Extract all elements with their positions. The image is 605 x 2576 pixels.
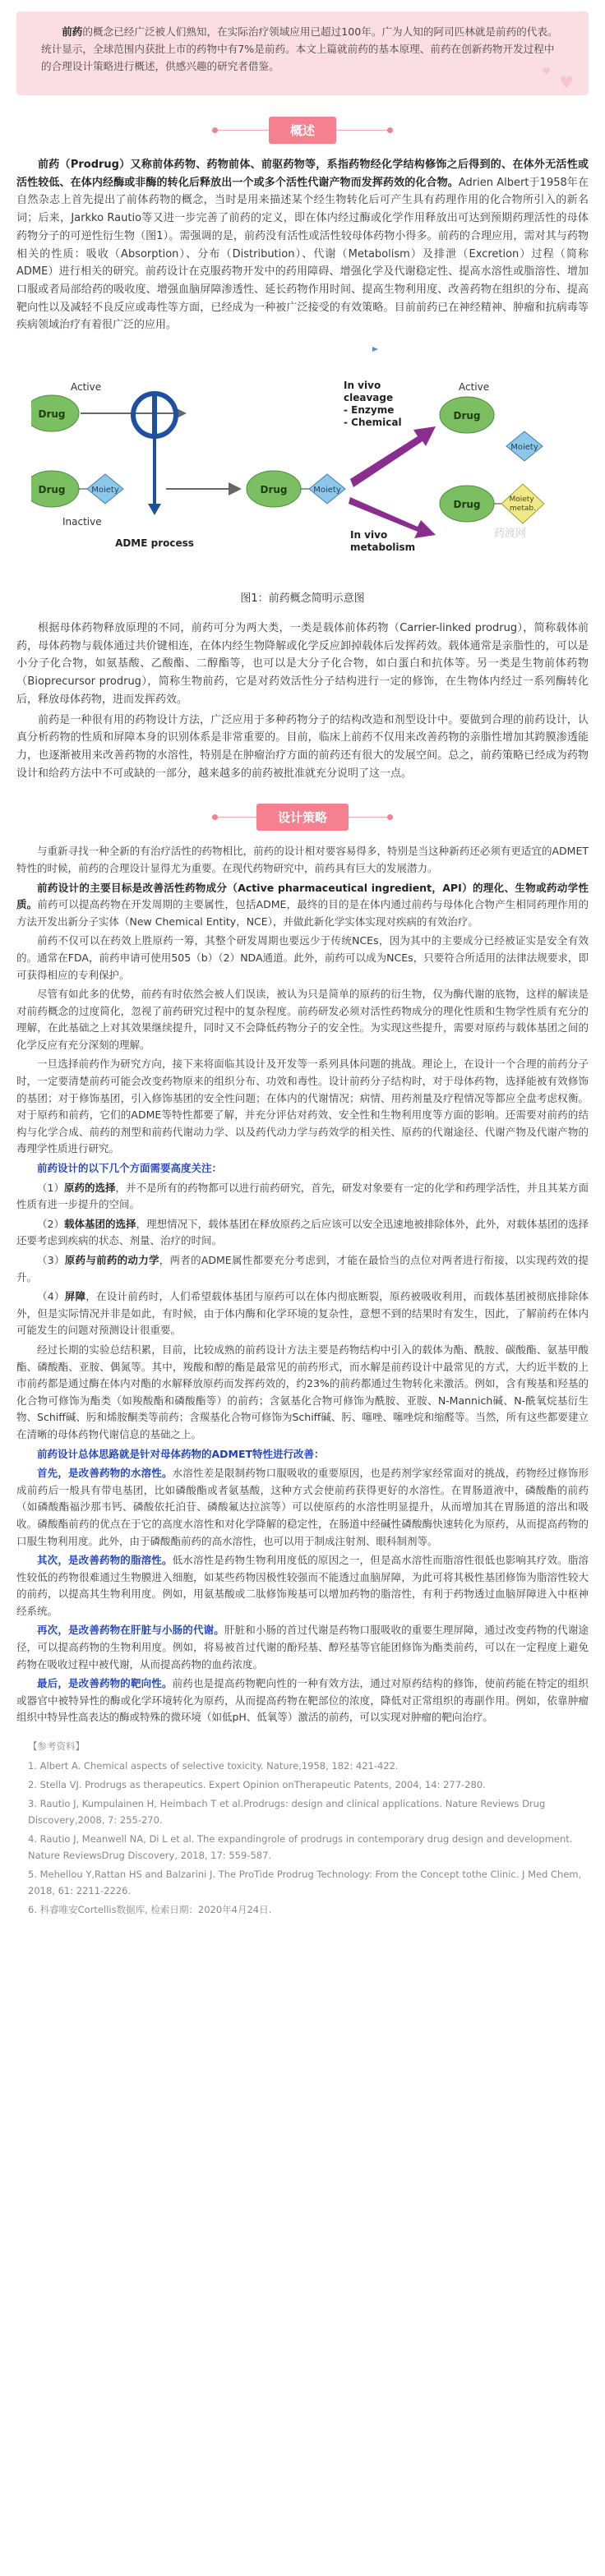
prodrug-diagram: [31, 339, 574, 586]
reference-item: 2. Stella VJ. Prodrugs as therapeutics. Expert Opinion onTherapeutic Patents, 2004, 14: 277-280.: [28, 1779, 486, 1791]
reference-item: 5. Mehellou Y,Rattan HS and Balzarini J. The ProTide Prodrug Technology: From the Concept tothe Clinic. J Med Chem, 2018, 61: 2211-2226.: [28, 1869, 582, 1897]
label-in-vivo-cleavage: In vivo cleavage - Enzyme - Chemical: [344, 380, 402, 429]
design-solubility: 首先，是改善药物的水溶性。水溶性差是限制药物口服吸收的重要原因，也是药剂学家经常面对的挑战，药物经过修饰形成前药后一般具有带电基团，比如磷酸酯或者氨基酸，这种方式会使前药获得更好的水溶性。在胃肠道液中，磷酸酯的前药（如磷酸酯福沙那韦钙、磷酸依托泊苷、磷酸氟达拉滨等）可以使原药的水溶性明显提升，从而增加其在胃肠道的溶出和吸收。磷酸酯前药的优点在于它的高度水溶性和对化学降解的稳定性，在肠道中经碱性磷酸酶快速转化为原药，从而提高药物的口服生物利用度。此外，由于磷酸酯前药的高水溶性，也可以用于制成注射剂、眼科制剂等。: [16, 1467, 589, 1547]
label-active-right: Active: [459, 381, 490, 394]
heart-icon-small: ♥: [542, 66, 551, 77]
reference-item: 1. Albert A. Chemical aspects of selective toxicity. Nature,1958, 182: 421-422.: [28, 1760, 399, 1772]
watermark-text: 药渡网: [493, 528, 526, 541]
design-metabolism: 再次，是改善药物在肝脏与小肠的代谢。肝脏和小肠的首过代谢是药物口服吸收的重要生理屏障，通过改变药物的代谢途径，可以提高药物的生物利用度。例如，将易被首过代谢的酚羟基、醇羟基等官能团修饰为酯类前药，可以在一定程度上避免药物在吸收过程中被代谢，从而提高药物的血药浓度。: [16, 1624, 589, 1670]
label-adme: ADME process: [115, 537, 194, 550]
title-dot-left: [212, 814, 218, 820]
overview-paragraph-1: 前药（Prodrug）又称前体药物、药物前体、前驱药物等，系指药物经化学结构修饰之后得到的、在体外无活性或活性较低、在体内经酶或非酶的转化后释放出一个或多个活性代谢产物而发挥药效的化合物。Adrien Albert于1958年在自然杂志上首先提出了前体药物的概念，当时是用来描述某个经生物转化后可产生具有药理作用的化合物所引入的新名词；后来，Jarkko Rautio等又进一步完善了前药的定义，即在体内经过酶或化学作用释放出可达到预期药理活性的母体药物分子的可逆性衍生物（图1）。需强调的是，前药没有活性或活性较母体药物小得多。前药的合理应用，需对其与药物相关的性质：吸收（Absorption）、分布（Distribution）、代谢（Metabolism）及排泄（Excretion）过程（简称ADME）进行相关的研究。前药设计在克服药物开发中的药用障碍、增强化学及代谢稳定性、提高水溶性或脂溶性、增加口服或者局部给药的吸收度、增强血脑屏障渗透性、延长药物作用时间、提高生物利用度、改善药物在组织的分布、提高靶向性以及减轻不良反应或毒性等方面，已经成为一种被广泛接受的有效策略。目前前药已在神经精神、肿瘤和抗病毒等疾病领域治疗有着很广泛的应用。: [16, 159, 589, 332]
label-moiety-metab: Moiety metab.: [509, 495, 536, 514]
title-dot-right: [387, 127, 393, 133]
design-title: 设计策略: [256, 804, 349, 831]
design-paragraph-5: 一旦选择前药作为研究方向，接下来将面临其设计及开发等一系列具体问题的挑战。理论上，在设计一个合理的前药分子时，一定要清楚前药可能会改变药物原来的组织分布、功效和毒性。设计前药分子结构时，对于母体药物，选择能被有效修饰的基团；对于修饰基团，引入修饰基团的安全性问题；在体内的代谢情况；病情、用药剂量及疗程情况等都应全盘考虑权衡。对于原药和前药，它们的ADME等特性都要了解，并充分评估对药效、安全性和生物利用度等方面的影响。还需要对前药的结构与化学合成、前药的剂型和前药代谢动力学、以及药代动力学与药效学的相关性、原药的代谢途径、代谢产物及代谢产物的毒理学性质进行研究。: [16, 1058, 589, 1155]
design-point-1: （1）原药的选择，并不是所有的药物都可以进行前药研究，首先，研发对象要有一定的化学和药理学活性，并且其某方面性质有进一步提升的空间。: [16, 1181, 589, 1211]
label-drug-prodrug: Drug: [38, 484, 66, 496]
label-moiety-middle: Moiety: [313, 486, 341, 495]
reference-item: 3. Rautio J, Kumpulainen H, Heimbach T et al.Prodrugs: design and clinical applications. Nature Reviews Drug Discovery,2008, 7: 255-270.: [28, 1798, 546, 1827]
design-paragraph-4: 尽管有如此多的优势，前药有时依然会被人们误读，被认为只是简单的原药的衍生物，仅为酶代谢的底物，这样的解读是对前药概念的过度简化，忽视了前药研究过程中的复杂程度。前药研发必须对活性药物成分的理化性质和生物学性质有充分的理解，在此基础之上对其效果继续提升，同时又不会降低药物分子的安全性。为实现这些提升，需要对原药与载体基团之间的化学反应有充分深刻的理解。: [16, 988, 589, 1051]
reference-item: 4. Rautio J, Meanwell NA, Di L et al. The expandingrole of prodrugs in contemporary drug design and development. Nature ReviewsDrug Discovery, 2018, 17: 559-587.: [28, 1833, 573, 1862]
design-point-4: （4）屏障，在设计前药时，人们希望载体基团与原药可以在体内彻底断裂，原药被吸收利用，而载体基团被彻底排除体外，但是实际情况并非是如此，有时候，由于体内酶和化学环境的复杂性，意想不到的结果时有发生，因此，了解前药在体内可能发生的问题对预测设计很重要。: [16, 1290, 589, 1337]
section-title-design: [16, 804, 589, 832]
design-point-2: （2）载体基团的选择，理想情况下，载体基团在释放原药之后应该可以安全迅速地被排除体外，此外，对载体基团的选择还要考虑到疾病的状态、剂量、治疗的时间。: [16, 1217, 589, 1247]
overview-paragraph-3: 前药是一种很有用的药物设计方法，广泛应用于多种药物分子的结构改造和剂型设计中。要做到合理的前药设计，认真分析药物的性质和屏障本身的识别体系是非常重要的。目前，临床上前药不仅用来改善药物的亲脂性增加其跨膜渗透能力，也逐渐被用来改善药物的水溶性，特别是在肿瘤治疗方面的前药还有很大的发展空间。总之，前药策略已经成为药物设计和给药方法中不可或缺的一部分，越来越多的前药被批准就充分说明了这一点。: [16, 713, 589, 780]
label-moiety-left: Moiety: [91, 486, 119, 495]
title-dot-right: [387, 814, 393, 820]
references-title: 【参考资料】: [28, 1740, 85, 1753]
heart-icon: ♥: [559, 72, 574, 92]
intro-box: [16, 12, 589, 95]
design-paragraph-1: 与重新寻找一种全新的有治疗活性的药物相比，前药的设计相对要容易得多，特别是当这种新药还必须有更适宜的ADMET特性的时候，前药的合理设计显得尤为重要。在现代药物研究中，前药具有巨大的发展潜力。: [16, 845, 589, 874]
intro-paragraph: 前药的概念已经广泛被人们熟知，在实际治疗领域应用已超过100年。广为人知的阿司匹林就是前药的代表。统计显示，全球范围内获批上市的药物中有7%是前药。本文上篇就前药的基本原理、前药在创新药物开发过程中的合理设计策略进行概述，供感兴趣的研究者借鉴。: [41, 25, 558, 72]
figure-caption: 图1：前药概念简明示意图: [240, 592, 365, 606]
title-dot-left: [212, 127, 218, 133]
label-in-vivo-metabolism: In vivo metabolism: [350, 529, 416, 554]
section-title-overview: [16, 117, 589, 145]
purple-arrow-up: [350, 426, 436, 487]
moiety-metab-diamond: [501, 484, 544, 523]
label-active-left: Active: [71, 381, 102, 394]
design-targeting: 最后，是改善药物的靶向性。前药也是提高药物靶向性的一种有效方法，通过对原药结构的修饰，使前药能在特定的组织或器官中被特异性的酶或化学环境转化为原药，从而提高药物在靶部位的浓度，降低对正常组织的毒副作用。例如，依靠肿瘤组织中特异性高表达的酶或特殊的微环境（如低pH、低氧等）激活的前药，可以实现对肿瘤的靶向治疗。: [16, 1677, 589, 1724]
label-drug-right-top: Drug: [453, 410, 481, 422]
design-lipophilicity: 其次，是改善药物的脂溶性。低水溶性是药物生物利用度低的原因之一，但是高水溶性而脂溶性很低也影响其疗效。脂溶性较低的药物很难通过生物膜进入细胞，如某些药物因极性较强而不能透过血脑屏障，为此可将其极性基团修饰为脂溶性较大的前药，以提高其生物利用度。例如，用氨基酸或二肽修饰羧基可以增加药物的脂溶性，有利于药物透过血脑屏障进入中枢神经系统。: [16, 1554, 589, 1617]
label-drug-middle: Drug: [260, 484, 288, 496]
reference-item: 6. 科睿唯安Cortellis数据库, 检索日期：2020年4月24日.: [28, 1904, 272, 1916]
overview-paragraph-2: 根据母体药物释放原理的不同，前药可分为两大类，一类是载体前体药物（Carrier-linked prodrug），简称载体前药，母体药物与载体通过共价键相连，在体内经生物降解或化学反应卸掉载体后发挥药效。载体通常是亲脂性的，可以是小分子化合物，如氨基酸、乙酸酯、二醇酯等，也可以是大分子化合物，如白蛋白和抗体等。另一类是生物前体药物（Bioprecursor prodrug），简称生物前药，它是对药效活性分子结构进行一定的修饰，在生物体内经过一系列酶转化后，释放母体药物，进而发挥药效。: [16, 622, 589, 706]
label-drug-right-bottom: Drug: [453, 499, 481, 511]
label-drug-left: Drug: [38, 408, 66, 421]
design-paragraph-3: 前药不仅可以在药效上胜原药一筹，其整个研发周期也要远少于传统NCEs，因为其中的主要成分已经被证实是安全有效的。通常在FDA，前药申请可使用505（b）（2）NDA通道。此外，前药可以成为NCEs，只要符合所适用的法律法规要求，即可获得相应的专利保护。: [16, 934, 589, 981]
design-body: [16, 843, 589, 1726]
label-moiety-right: Moiety: [510, 443, 538, 453]
design-paragraph-admet: 前药设计总体思路就是针对母体药物的ADMET特性进行改善：: [37, 1447, 325, 1460]
design-paragraph-2: 前药设计的主要目标是改善活性药物成分（Active pharmaceutical ingredient，API）的理化、生物或药动学性质。前药可以提高药物在开发周期的主要属性，包括ADME，最终的目的是在体内通过前药与母体化合物产生相同药理作用的方法开发出新分子实体（New Chemical Entity，NCE），并做此新化学实体实现对疾病的有效治疗。: [16, 881, 589, 928]
label-inactive: Inactive: [62, 516, 102, 528]
references: [16, 1740, 589, 1918]
overview-title: 概述: [269, 117, 336, 144]
design-point-3: （3）原药与前药的动力学，两者的ADME属性都要充分考虑到，才能在最恰当的点位对两者进行衔接，以实现药效的提升。: [16, 1254, 589, 1283]
design-paragraph-methods: 经过长期的实验总结积累，目前，比较成熟的前药设计方法主要是药物结构中引入的载体为酯、酰胺、碳酸酯、氨基甲酸酯、磷酸酯、亚胺、偶氮等。其中，羧酸和醇的酯是最常见的前药形式，而水解是前药设计中最常见的方式，大约近半数的上市前药都是通过酶在体内对酯的水解释放原药而发挥药效的，约23%的前药都通过生物转化来激活。例如，含有羧基和羟基的化合物可修饰为酯类（如羧酸酯和磷酸酯等）的前药；含氨基化合物可修饰为酰胺、亚胺、N-Mannich碱、N-酰氧烷基衍生物、Schiff碱、肟和烯胺酮类等前药；含羰基化合物可修饰为Schiff碱、肟、噻唑、噻唑烷和缩醛等。当然，所有这些都要建立在清晰的母体药物代谢信息的基础之上。: [16, 1343, 589, 1440]
design-paragraph-focus: 前药设计的以下几个方面需要高度关注：: [37, 1162, 223, 1175]
prodrug-figure: [31, 339, 574, 586]
